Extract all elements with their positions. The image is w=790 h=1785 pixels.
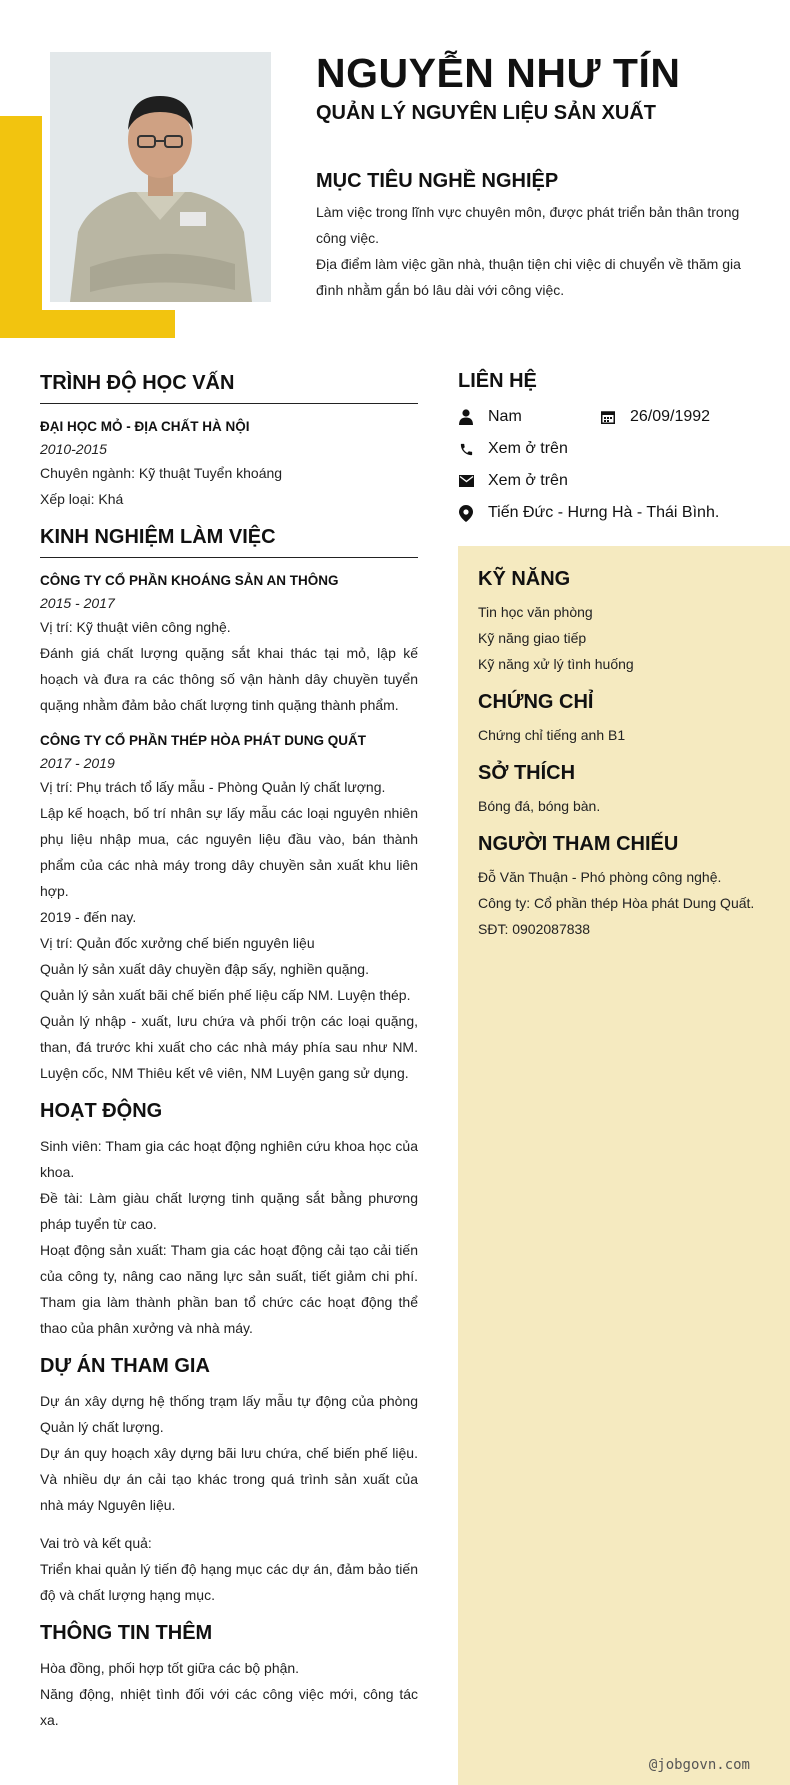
references-heading: NGƯỜI THAM CHIẾU: [478, 833, 679, 855]
contact-row-email: [458, 465, 778, 497]
profile-photo: [50, 52, 271, 302]
project-line: Dự án quy hoạch xây dựng bãi lưu chứa, chế biến phế liệu. Và nhiều dự án cải tạo khác trong quá trình sản xuất của nhà máy Nguyên liệu.: [40, 1445, 418, 1513]
job-line: Vị trí: Quản đốc xưởng chế biến nguyên liệu: [40, 935, 315, 951]
location-pin-icon: [458, 505, 474, 521]
job-line: Quản lý sản xuất dây chuyền đập sấy, nghiền quặng.: [40, 961, 369, 977]
job-line: Vị trí: Phụ trách tổ lấy mẫu - Phòng Quản lý chất lượng.: [40, 779, 386, 795]
job-line: Lập kế hoạch, bố trí nhân sự lấy mẫu các loại nguyên nhiên phụ liệu nhập mua, các nguyên liệu đầu vào, bán thành phẩm của các nhà máy trong dây chuyền sản xuất khu liên hợp.: [40, 805, 418, 899]
objective-line: Làm việc trong lĩnh vực chuyên môn, được phát triển bản thân trong công việc.: [316, 204, 740, 246]
additional-line: Hòa đồng, phối hợp tốt giữa các bộ phận.: [40, 1660, 300, 1676]
objective-line: Địa điểm làm việc gần nhà, thuận tiện chi việc di chuyển về thăm gia đình nhằm gắn bó lâu dài với công việc.: [316, 256, 741, 298]
skill-item: Tin học văn phòng: [478, 604, 593, 620]
certificates-section: [478, 691, 778, 748]
hobby-item: Bóng đá, bóng bàn.: [478, 798, 601, 814]
job-period: 2015 - 2017: [40, 595, 115, 611]
additional-line: Năng động, nhiệt tình đối với các công việc mới, công tác xa.: [40, 1686, 418, 1728]
accent-block-vertical: [0, 116, 42, 338]
contact-gender: Nam: [488, 408, 522, 425]
contact-address: Tiến Đức - Hưng Hà - Thái Bình.: [488, 504, 720, 521]
contact-row-phone: [458, 433, 778, 465]
job-period: 2017 - 2019: [40, 755, 115, 771]
job-line: Đánh giá chất lượng quặng sắt khai thác tại mỏ, lập kế hoạch và đưa ra các thông số vận hành dây chuyền tuyển quặng nhằm đảm bảo chất lượng tinh quặng thành phẩm.: [40, 645, 418, 713]
education-grade: Xếp loại: Khá: [40, 491, 124, 507]
projects-section: [40, 1355, 418, 1608]
accent-block-horizontal: [0, 310, 175, 338]
hobbies-section: [478, 762, 778, 819]
skill-item: Kỹ năng xử lý tình huống: [478, 656, 634, 672]
education-heading: TRÌNH ĐỘ HỌC VẤN: [40, 372, 418, 404]
reference-line: SĐT: 0902087838: [478, 921, 591, 937]
activity-line: Sinh viên: Tham gia các hoạt động nghiên cứu khoa học của khoa.: [40, 1138, 418, 1180]
projects-heading: DỰ ÁN THAM GIA: [40, 1355, 210, 1377]
objective-section: [316, 170, 746, 303]
contact-heading: LIÊN HỆ: [458, 370, 537, 392]
project-line: Dự án xây dựng hệ thống trạm lấy mẫu tự động của phòng Quản lý chất lượng.: [40, 1393, 418, 1435]
job-line: 2019 - đến nay.: [40, 909, 137, 925]
skills-section: [478, 568, 778, 677]
watermark-text: @jobgovn.com: [648, 1757, 750, 1773]
activities-heading: HOẠT ĐỘNG: [40, 1100, 163, 1122]
skills-heading: KỸ NĂNG: [478, 568, 571, 590]
candidate-title: QUẢN LÝ NGUYÊN LIỆU SẢN XUẤT: [316, 102, 657, 124]
additional-heading: THÔNG TIN THÊM: [40, 1622, 213, 1644]
objective-heading: MỤC TIÊU NGHỀ NGHIỆP: [316, 170, 559, 192]
project-role-text: Triển khai quản lý tiến độ hạng mục các dự án, đảm bảo tiến độ và chất lượng hạng mục.: [40, 1561, 418, 1603]
education-school: ĐẠI HỌC MỎ - ĐỊA CHẤT HÀ NỘI: [40, 419, 250, 434]
right-sidebar-panel: [458, 546, 790, 1785]
job-line: Vị trí: Kỹ thuật viên công nghệ.: [40, 619, 231, 635]
education-major: Chuyên ngành: Kỹ thuật Tuyển khoáng: [40, 465, 283, 481]
phone-icon: [458, 441, 474, 457]
contact-phone[interactable]: Xem ở trên: [488, 440, 568, 457]
experience-heading: KINH NGHIỆM LÀM VIỆC: [40, 526, 418, 558]
contact-section: [458, 370, 778, 529]
project-role-label: Vai trò và kết quả:: [40, 1535, 152, 1551]
job-line: Quản lý nhập - xuất, lưu chứa và phối trộn các loại quặng, than, đá trước khi xuất cho các nhà máy phía sau như NM. Luyện cốc, NM Thiêu kết vê viên, NM Luyện gang sử dụng.: [40, 1013, 418, 1081]
experience-section: [40, 526, 418, 1086]
contact-email[interactable]: Xem ở trên: [488, 472, 568, 489]
reference-line: Đỗ Văn Thuận - Phó phòng công nghệ.: [478, 869, 722, 885]
activities-section: [40, 1100, 418, 1341]
certificates-heading: CHỨNG CHỈ: [478, 691, 594, 713]
certificate-item: Chứng chỉ tiếng anh B1: [478, 727, 626, 743]
activity-line: Đề tài: Làm giàu chất lượng tinh quặng sắt bằng phương pháp tuyển từ cao.: [40, 1190, 418, 1232]
hobbies-heading: SỞ THÍCH: [478, 762, 576, 784]
reference-line: Công ty: Cổ phần thép Hòa phát Dung Quất.: [478, 895, 755, 911]
activity-line: Hoạt động sản xuất: Tham gia các hoạt động cải tạo cải tiến của công ty, nâng cao năng lực sản suất, tiết giảm chi phí. Tham gia làm thành phần ban tổ chức các hoạt động thể thao của phân xưởng và nhà máy.: [40, 1242, 418, 1336]
skill-item: Kỹ năng giao tiếp: [478, 630, 587, 646]
education-section: [40, 372, 418, 512]
references-section: [478, 833, 778, 942]
job-entry: [40, 570, 418, 718]
candidate-name: NGUYỄN NHƯ TÍN: [316, 50, 681, 96]
left-column: [40, 372, 418, 1747]
contact-birthdate: 26/09/1992: [630, 408, 711, 425]
contact-row-gender-birthdate: [458, 401, 778, 433]
person-icon: [458, 409, 474, 425]
job-entry: [40, 730, 418, 1086]
job-company: CÔNG TY CỔ PHẦN KHOÁNG SẢN AN THÔNG: [40, 573, 339, 588]
additional-section: [40, 1622, 418, 1733]
mail-icon: [458, 473, 474, 489]
contact-row-address: [458, 497, 778, 529]
calendar-icon: [600, 409, 616, 425]
education-period: 2010-2015: [40, 441, 107, 457]
job-company: CÔNG TY CỔ PHẦN THÉP HÒA PHÁT DUNG QUẤT: [40, 733, 367, 748]
job-line: Quản lý sản xuất bãi chế biến phế liệu cấp NM. Luyện thép.: [40, 987, 411, 1003]
